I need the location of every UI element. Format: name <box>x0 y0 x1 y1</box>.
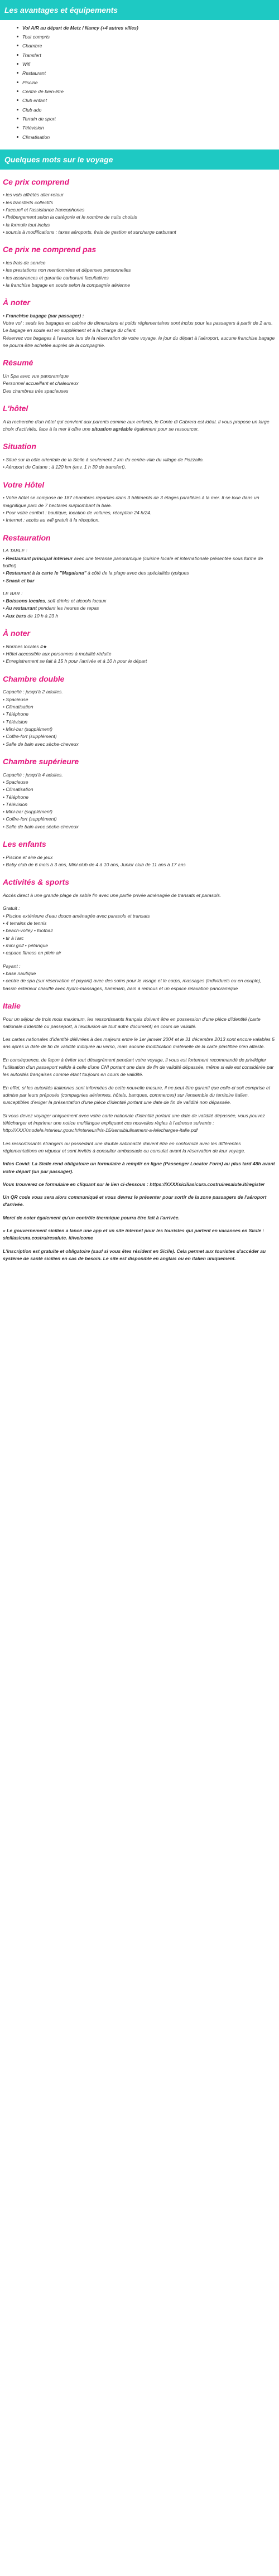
text-line: • Situé sur la côte orientale de la Sicile à seulement 2 km du centre-ville du village de Pozzallo. <box>3 457 204 463</box>
advantage-item: Piscine <box>22 78 279 87</box>
text-line: • Piscine extérieure d'eau douce aménagée avec parasols et transats <box>3 913 150 919</box>
text-line: • l'hébergement selon la catégorie et le nombre de nuits choisis <box>3 214 137 220</box>
text-line: • Baby club de 6 mois à 3 ans, Mini club de 4 à 10 ans, Junior club de 11 ans à 17 ans <box>3 862 186 868</box>
bar-restaurant: • Au restaurant pendant les heures de repas <box>3 605 99 611</box>
section-title-votre-hotel: Votre Hôtel <box>3 480 45 489</box>
text-line: • Hôtel accessible aux personnes à mobilité réduite <box>3 651 112 657</box>
text-line: • l'accueil et l'assistance francophones <box>3 206 85 213</box>
text-line: • Aéroport de Catane : à 120 km (env. 1 h 30 de transfert). <box>3 464 126 470</box>
advantage-item: Vol A/R au départ de Metz / Nancy (+4 autres villes) <box>22 23 279 32</box>
restaurant-magaluna: • Restaurant à la carte le "Magaluna" à côté de la plage avec des spécialités typiques <box>3 570 189 576</box>
text-line: • Salle de bain avec sèche-cheveux <box>3 823 79 829</box>
advantage-item: Télévision <box>22 123 279 132</box>
advantages-list <box>0 23 279 142</box>
text-line: • Télévision <box>3 801 28 807</box>
page <box>0 0 279 1273</box>
text-line: • Pour votre confort : boutique, location de voitures, réception 24 h/24. <box>3 509 152 515</box>
section-body-prix-comprend <box>3 191 276 236</box>
text-line: Des chambres très spacieuses <box>3 388 69 394</box>
section-body-chambre-superieure <box>3 771 276 831</box>
text-line: • les transferts collectifs <box>3 199 53 205</box>
activities-intro: Accès direct à une grande plage de sable fin avec une partie privée aménagée de transats et parasols. <box>3 893 222 899</box>
section-body-votre-hotel <box>3 494 276 524</box>
italie-paragraph: Un QR code vous sera alors communiqué et vous devrez le présenter pour sortir de la zone passagers de l'aéroport d'arrivée. <box>3 1194 267 1208</box>
section-body-italie <box>3 1016 276 1263</box>
section-title-hotel: L'hôtel <box>3 404 28 413</box>
table-label: LA TABLE : <box>3 548 27 554</box>
text-line: • beach-volley • football <box>3 928 53 934</box>
section-title-situation: Situation <box>3 442 36 451</box>
text-line: • Télévision <box>3 718 28 725</box>
section-body-situation <box>3 456 276 471</box>
advantage-item: Club enfant <box>22 96 279 105</box>
section-body-activites <box>3 892 276 992</box>
italie-paragraph: Merci de noter également qu'un contrôle thermique pourra être fait à l'arrivée. <box>3 1214 180 1221</box>
bar-label: LE BAR : <box>3 590 23 596</box>
section-body-a-noter <box>3 643 276 665</box>
bar-drinks: • Boissons locales, soft drinks et alcools locaux <box>3 598 107 604</box>
bar-hours: • Aux bars de 10 h à 23 h <box>3 612 59 619</box>
italie-paragraph: En conséquence, de façon à éviter tout désagrément pendant votre voyage, il vous est fortement recommandé de privilégier l'utilisation d'un passeport valide à celle d'une CNI portant une date de fin de validité dépassée, même si elle est considérée par les autorités françaises comme étant toujours en cours de validité. <box>3 1057 274 1078</box>
advantage-item: Climatisation <box>22 133 279 142</box>
text-line: Capacité : jusqu'à 2 adultes. <box>3 689 63 695</box>
italie-paragraph: Les cartes nationales d'identité délivrées à des majeurs entre le 1er janvier 2004 et le 31 décembre 2013 sont encore valables 5 ans après la date de fin de validité indiquée au verso, mais aucune modification matérielle de la carte plastifiée n'en atteste. <box>3 1036 275 1050</box>
section-title-a-noter-bagage: À noter <box>3 298 30 307</box>
text-line: • Téléphone <box>3 711 29 717</box>
paid-label: Payant : <box>3 963 21 969</box>
text-line: • Salle de bain avec sèche-cheveux <box>3 741 79 747</box>
text-line: • tir à l'arc <box>3 935 24 941</box>
text-line: Réservez vos bagages à l'avance lors de la réservation de votre voyage, le jour du départ à l'aéroport, aucune franchise bagage ne pourra être achetée auprès de la compagnie. <box>3 335 275 349</box>
text-line: • Spacieuse <box>3 779 28 785</box>
free-activities <box>3 913 276 957</box>
text-line: Votre vol : seuls les bagages en cabine de dimensions et poids réglementaires sont inclus pour les passagers à partir de 2 ans. <box>3 320 273 326</box>
section-title-chambre-double: Chambre double <box>3 674 65 683</box>
advantages-banner: Les avantages et équipements <box>0 0 279 20</box>
advantage-item: Chambre <box>22 41 279 50</box>
text-line: • Climatisation <box>3 704 33 710</box>
text-line: • Coffre-fort (supplément) <box>3 734 57 740</box>
text-line: Personnel accueillant et chaleureux <box>3 380 79 387</box>
text-line: • les vols affrétés aller-retour <box>3 192 64 198</box>
text-line: • Climatisation <box>3 787 33 793</box>
text-line: • soumis à modifications : taxes aéroports, frais de gestion et surcharge carburant <box>3 229 176 235</box>
snack-bar: • Snack et bar <box>3 577 35 583</box>
restaurant-main: • Restaurant principal intérieur avec une terrasse panoramique (cuisine locale et internationale présentée sous forme de buffet) <box>3 555 263 568</box>
text-line: Capacité : jusqu'à 4 adultes. <box>3 771 63 778</box>
text-line: • mini golf • pétanque <box>3 942 49 948</box>
section-body-enfants <box>3 854 276 869</box>
advantage-item: Terrain de sport <box>22 114 279 123</box>
section-title-restauration: Restauration <box>3 533 51 542</box>
section-body-restauration <box>3 547 276 620</box>
section-body-prix-ne-comprend-pas <box>3 259 276 289</box>
advantage-item: Wifi <box>22 60 279 69</box>
italie-paragraph: Les ressortissants étrangers ou possédant une double nationalité doivent être en conformité avec les différentes réglementations en vigueur et sont invités à consulter ambassade ou consulat avant la réservation de leur voyage. <box>3 1140 246 1154</box>
trip-banner: Quelques mots sur le voyage <box>0 149 279 170</box>
italie-paragraph: En effet, si les autorités italiennes sont informées de cette nouvelle mesure, il ne peut être garanti que celle-ci soit comprise et admise par leurs préposés (compagnies aériennes, hôtels, banques, commerces) sur l'ensemble du territoire italien, susceptibles d'exiger la présentation d'une pièce d'identité portant une date de fin de validité non dépassée. <box>3 1084 271 1106</box>
text-line: • Coffre-fort (supplément) <box>3 816 57 822</box>
italie-paragraph: Si vous devez voyager uniquement avec votre carte nationale d'identité portant une date de validité dépassée, vous pouvez télécharger et imprimer une notice multilingue expliquant ces nouvelles règles à l'adresse suivante : http://XXXXmodele.interieur.gouv.fr/interieur/Iris-15/sensibiulisament-a-lelechargee-italie.pdf <box>3 1112 265 1133</box>
text-line: • Enregistrement se fait à 15 h pour l'arrivée et à 10 h pour le départ <box>3 658 147 664</box>
text-line: • Mini-bar (supplément) <box>3 726 52 732</box>
text-line: Le bagage en soute est en supplément et à la charge du client. <box>3 327 137 334</box>
advantage-item: Transfert <box>22 51 279 60</box>
trip-content <box>0 176 279 1274</box>
italie-paragraph: Pour un séjour de trois mois maximum, les ressortissants français doivent être en possession d'une pièce d'identité (carte nationale d'identité ou passeport, à l'exclusion de tout autre document) en cours de validité. <box>3 1016 261 1029</box>
section-title-prix-ne-comprend-pas: Ce prix ne comprend pas <box>3 245 97 254</box>
section-title-resume: Résumé <box>3 358 33 368</box>
free-label: Gratuit : <box>3 905 20 911</box>
text-line: • Téléphone <box>3 794 29 800</box>
text-line: • Piscine et aire de jeux <box>3 854 53 860</box>
text-line: • Internet : accès au wifi gratuit à la réception. <box>3 517 100 523</box>
hotel-description: A la recherche d'un hôtel qui convient aux parents comme aux enfants, le Conte di Cabrera est idéal. Il vous propose un large choix d'activités, face à la mer il offre une situation agréable également pour se ressourcer. <box>3 418 270 432</box>
text-line: Un Spa avec vue panoramique <box>3 373 69 379</box>
text-line: • la franchise bagage en soute selon la compagnie aérienne <box>3 282 131 288</box>
text-line: • espace fitness en plein air <box>3 950 61 956</box>
advantage-item: Centre de bien-être <box>22 87 279 96</box>
text-line: • base nautique <box>3 970 36 976</box>
section-title-prix-comprend: Ce prix comprend <box>3 177 70 186</box>
section-body-a-noter-bagage <box>3 312 276 350</box>
section-title-enfants: Les enfants <box>3 840 46 849</box>
text-line: • les assurances et garantie carburant facultatives <box>3 274 109 281</box>
paid-activities <box>3 970 276 992</box>
section-title-activites: Activités & sports <box>3 877 70 887</box>
baggage-heading: • Franchise bagage (par passager) : <box>3 312 84 319</box>
italie-paragraph: « Le gouvernement sicilien a lancé une app et un site internet pour les touristes qui partent en vacances en Sicile : siciliasicura.costruiresalute. it/welcome <box>3 1228 264 1241</box>
advantage-item: Club ado <box>22 105 279 114</box>
section-title-chambre-superieure: Chambre supérieure <box>3 756 79 766</box>
text-line: • 4 terrains de tennis <box>3 920 47 927</box>
text-line: • Mini-bar (supplément) <box>3 809 52 815</box>
text-line: • Spacieuse <box>3 696 28 702</box>
advantage-item: Tout compris <box>22 32 279 41</box>
section-body-chambre-double <box>3 688 276 748</box>
section-title-italie: Italie <box>3 1001 21 1010</box>
italie-paragraph: Vous trouverez ce formulaire en cliquant sur le lien ci-dessous : https://XXXXsiciliasicura.costruiresalute.it/register <box>3 1181 265 1187</box>
italie-paragraph: Infos Covid: La Sicile rend obligatoire un formulaire à remplir en ligne (Passenger Locator Form) au plus tard 48h avant votre départ (un par passager). <box>3 1161 275 1174</box>
advantage-item: Restaurant <box>22 69 279 78</box>
text-line: • centre de spa (sur réservation et payant) avec des soins pour le visage et le corps, massages (individuels ou en couple), bassin extérieur chauffé avec hydro-massages, hammam, bain à remous et un espace relaxation panoramique <box>3 978 262 991</box>
section-body-resume <box>3 373 276 395</box>
text-line: • la formule tout inclus <box>3 221 50 228</box>
text-line: • Votre hôtel se compose de 187 chambres réparties dans 3 bâtiments de 3 étages parallèles à la mer. Il se loue dans un magnifique parc de 7 hectares surplombant la baie. <box>3 495 259 508</box>
text-line: • Normes locales 4★ <box>3 643 47 649</box>
italie-paragraph: L'inscription est gratuite et obligatoire (sauf si vous êtes résident en Sicile). Cela permet aux touristes d'accéder au système de santé sicilien en cas de besoin. Le site est disponible en anglais ou en italien uniquement. <box>3 1248 266 1262</box>
section-title-a-noter: À noter <box>3 629 30 638</box>
text-line: • les frais de service <box>3 259 46 266</box>
text-line: • les prestations non mentionnées et dépenses personnelles <box>3 267 131 273</box>
